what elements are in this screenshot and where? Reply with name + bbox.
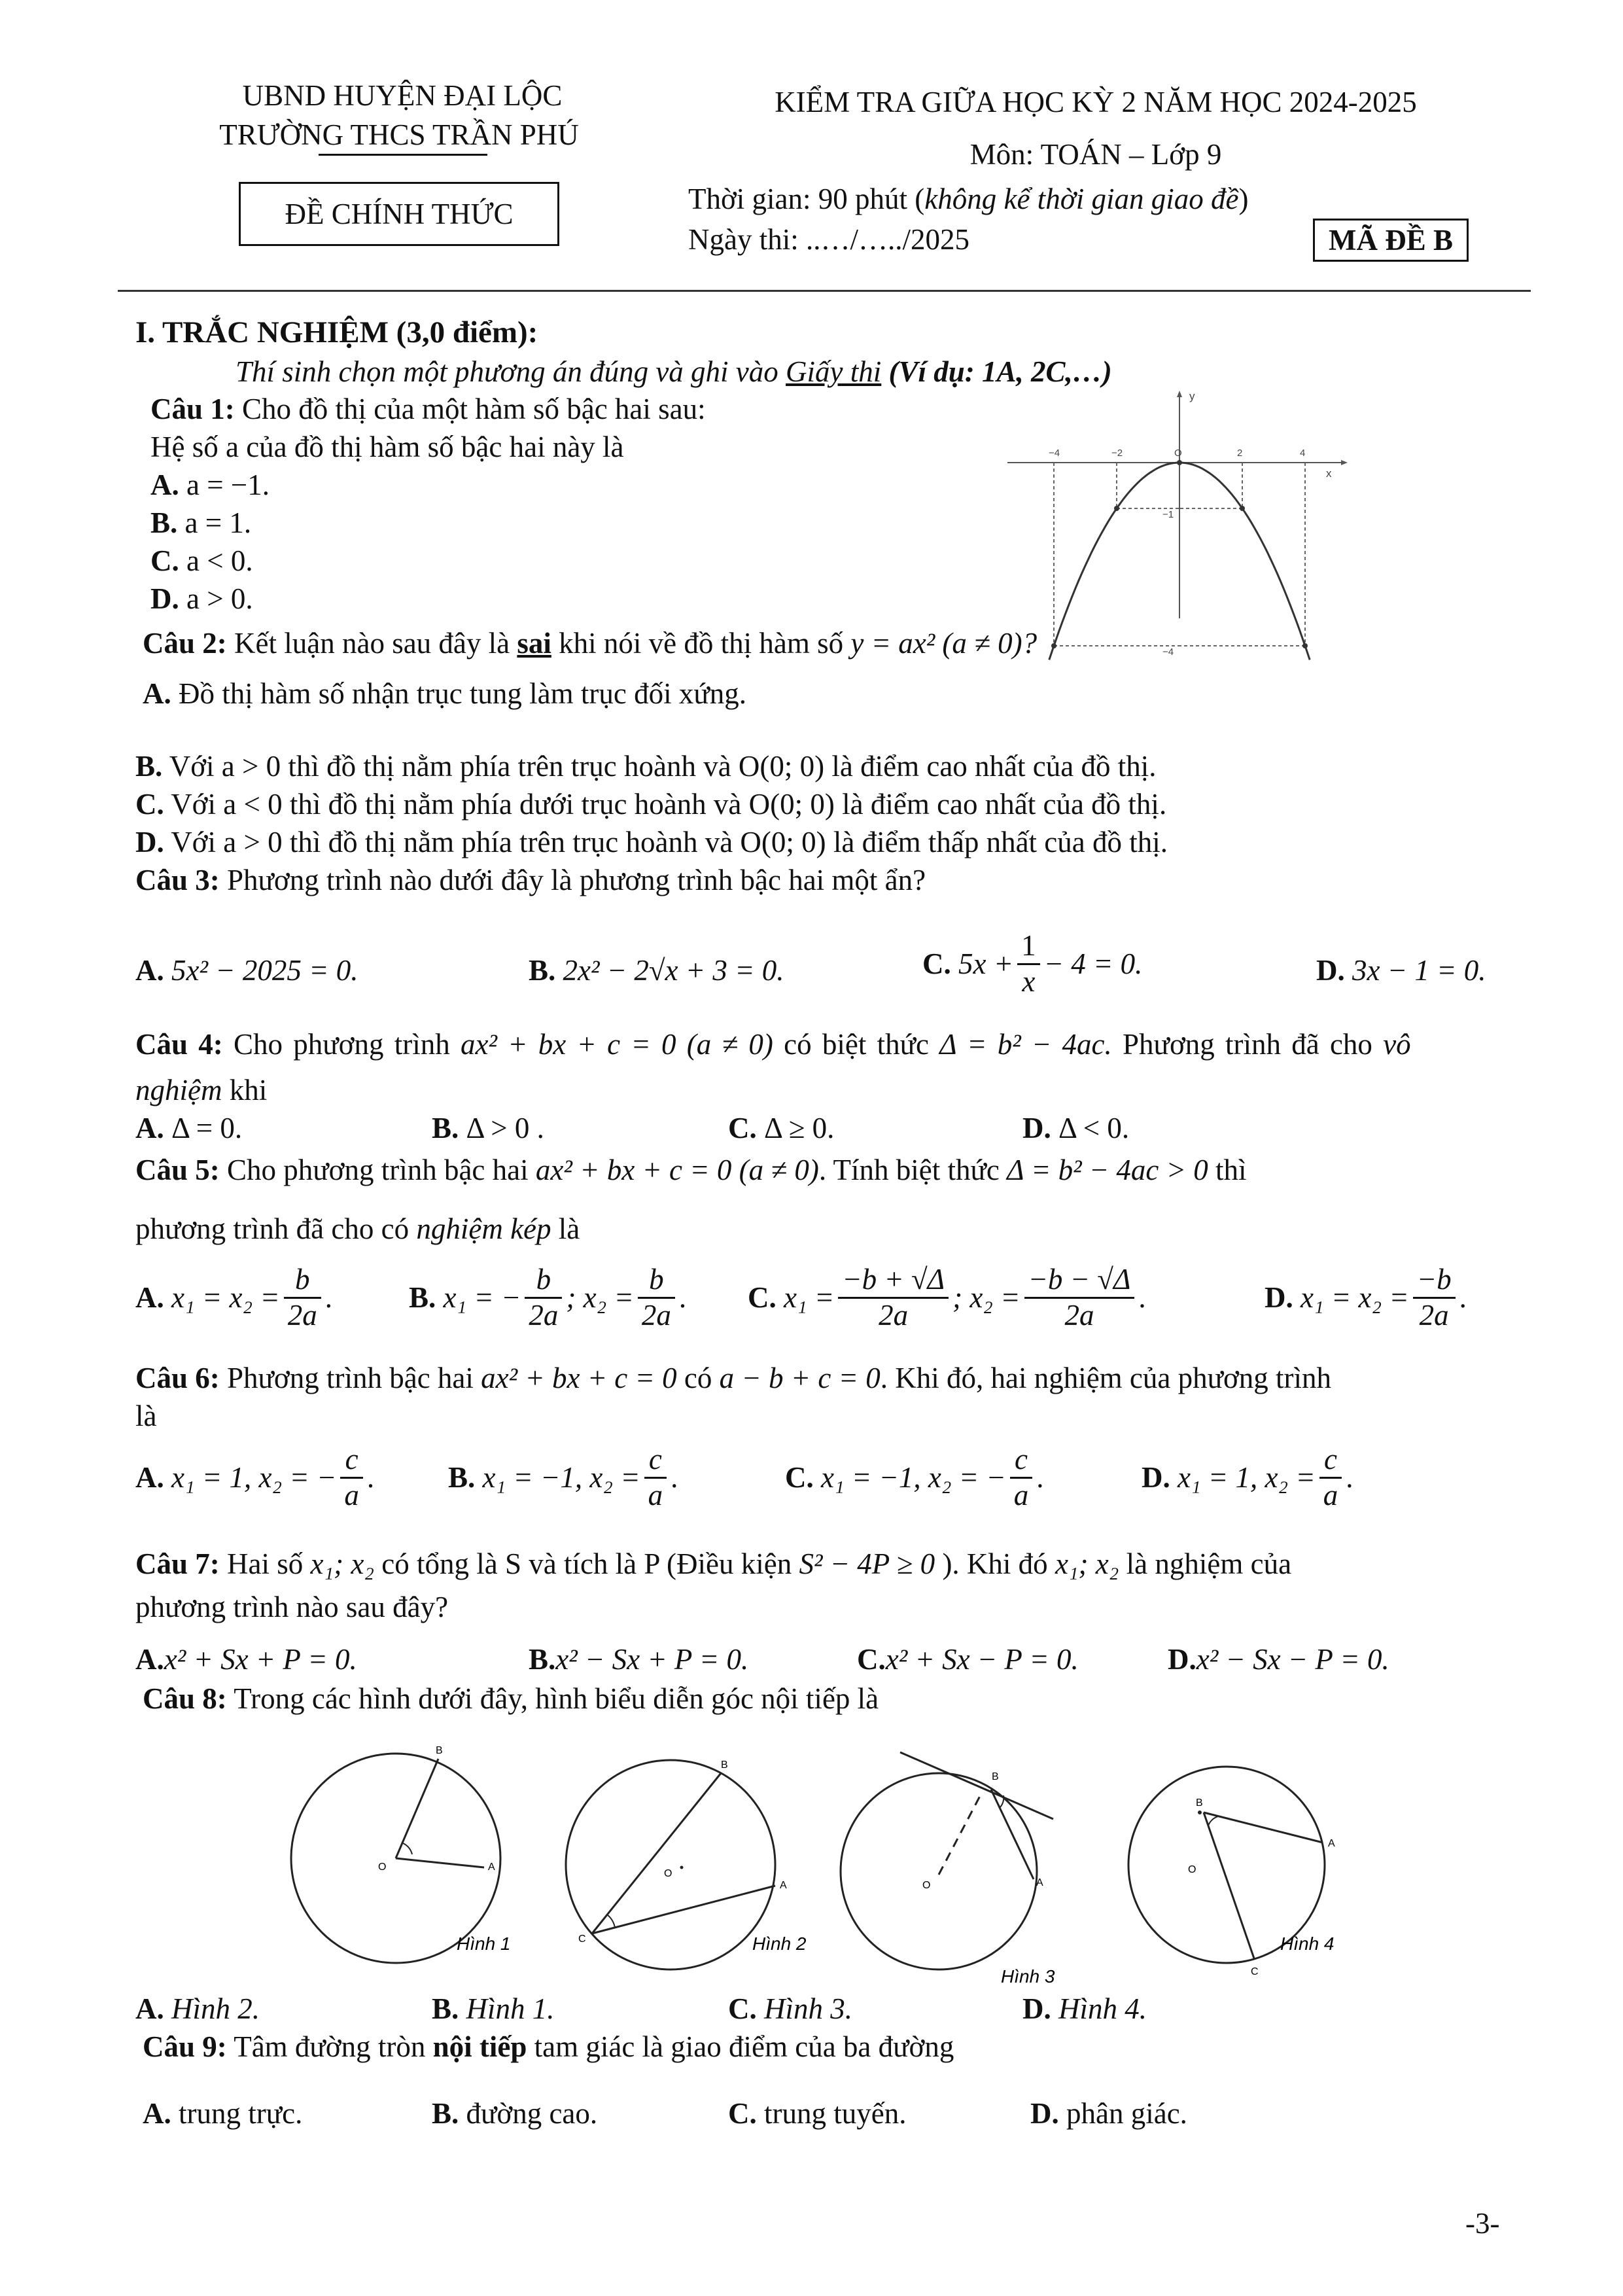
q1-option-a: A. a = −1. (150, 468, 270, 501)
q2-option-c: C. Với a < 0 thì đồ thị nằm phía dưới trục hoành và O(0; 0) là điểm cao nhất của đồ thị. (135, 788, 1167, 821)
q7-option-c: C.x² + Sx − P = 0. (857, 1643, 1079, 1676)
q9-option-b: B. đường cao. (432, 2097, 598, 2130)
q6-option-a: A. x₁ = 1, x₂ = − $\frac{c}{a}$ . (135, 1443, 375, 1511)
q3-option-c: C. 5x + $\frac{1}{x}$ − 4 = 0. (922, 929, 1143, 998)
q4-stem-line2: nghiệm khi (135, 1074, 268, 1106)
graph-point (1051, 643, 1056, 648)
q3-option-d: D. 3x − 1 = 0. (1316, 954, 1486, 987)
q7-option-b: B.x² − Sx + P = 0. (529, 1643, 749, 1676)
q7-option-a: A.x² + Sx + P = 0. (135, 1643, 357, 1676)
graph-x-tick-label: −4 (1049, 448, 1060, 459)
q7-stem-line2: phương trình nào sau đây? (135, 1591, 449, 1623)
q4-option-d: D. Δ < 0. (1022, 1112, 1130, 1144)
q4-option-c: C. Δ ≥ 0. (728, 1112, 835, 1144)
subject-line: Môn: TOÁN – Lớp 9 (969, 138, 1222, 171)
q8-stem: Câu 8: Trong các hình dưới đây, hình biểu diễn góc nội tiếp là (143, 1682, 879, 1715)
q1-stem-line2: Hệ số a của đồ thị hàm số bậc hai này là (150, 431, 624, 463)
q1-option-d: D. a > 0. (150, 582, 253, 615)
figure-3 (841, 1752, 1055, 1987)
graph-x-tick-label: −2 (1111, 448, 1123, 459)
q6-stem: Câu 6: Phương trình bậc hai ax² + bx + c = 0 có a − b + c = 0. Khi đó, hai nghiệm của phương trình (135, 1362, 1332, 1394)
q9-option-c: C. trung tuyến. (728, 2097, 907, 2130)
parabola-graph (1001, 389, 1354, 658)
svg-text:B: B (436, 1745, 443, 1756)
svg-text:A: A (1328, 1838, 1335, 1849)
school-name: TRƯỜNG THCS TRẦN PHÚ (219, 118, 579, 151)
q5-option-b: B. x₁ = − $\frac{b}{2a}$ ; x₂ = $\frac{b}{2a}$ . (409, 1263, 687, 1332)
q9-stem: Câu 9: Tâm đường tròn nội tiếp tam giác là giao điểm của ba đường (143, 2030, 954, 2063)
official-box: ĐỀ CHÍNH THỨC (239, 182, 559, 246)
q6-option-d: D. x₁ = 1, x₂ = $\frac{c}{a}$ . (1142, 1443, 1353, 1511)
q8-option-a: A. Hình 2. (135, 1992, 260, 2025)
q5-option-a: A. x₁ = x₂ = $\frac{b}{2a}$ . (135, 1263, 332, 1332)
q5-option-d: D. x₁ = x₂ = $\frac{-b}{2a}$ . (1265, 1263, 1467, 1332)
q3-stem: Câu 3: Phương trình nào dưới đây là phương trình bậc hai một ẩn? (135, 864, 926, 896)
exam-code-box: MÃ ĐỀ B (1313, 219, 1469, 262)
graph-point (1302, 643, 1308, 648)
graph-x-tick-label: 2 (1237, 448, 1243, 459)
q2-option-a: A. Đồ thị hàm số nhận trục tung làm trục đối xứng. (143, 677, 747, 710)
graph-point (1114, 506, 1119, 511)
fig1-caption: Hình 1 (457, 1934, 511, 1954)
svg-text:A: A (488, 1862, 495, 1873)
q2-option-b: B. Với a > 0 thì đồ thị nằm phía trên trục hoành và O(0; 0) là điểm cao nhất của đồ thị. (135, 750, 1157, 783)
q7-option-d: D.x² − Sx − P = 0. (1168, 1643, 1389, 1676)
svg-text:A: A (1036, 1877, 1043, 1888)
q8-option-d: D. Hình 4. (1022, 1992, 1147, 2025)
q6-option-c: C. x₁ = −1, x₂ = − $\frac{c}{a}$ . (785, 1443, 1044, 1511)
q1-option-b: B. a = 1. (150, 506, 252, 539)
figure-1 (291, 1745, 511, 1963)
graph-x-tick-label: O (1174, 448, 1182, 459)
figure-2 (566, 1759, 807, 1969)
figure-4 (1128, 1767, 1335, 1977)
circle-figures (281, 1734, 1380, 1989)
district-name: UBND HUYỆN ĐẠI LỘC (242, 79, 563, 112)
graph-point (1177, 460, 1182, 465)
q5-option-c: C. x₁ = $\frac{-b + √\Delta}{2a}$ ; x₂ = $\frac{-b - √\Delta}{2a}$ . (748, 1263, 1146, 1332)
graph-y-tick-label: −4 (1162, 646, 1174, 658)
q9-option-a: A. trung trực. (143, 2097, 303, 2130)
school-underline (319, 154, 487, 156)
svg-text:A: A (780, 1880, 787, 1891)
q5-stem: Câu 5: Cho phương trình bậc hai ax² + bx + c = 0 (a ≠ 0). Tính biệt thức Δ = b² − 4ac > 0 thì (135, 1154, 1247, 1186)
q2-stem: Câu 2: Kết luận nào sau đây là sai khi nói về đồ thị hàm số y = ax² (a ≠ 0)? (143, 627, 1038, 660)
graph-point (1240, 506, 1245, 511)
q6-stem-line2: là (135, 1400, 157, 1432)
graph-x-label: x (1326, 467, 1332, 480)
q3-option-a: A. 5x² − 2025 = 0. (135, 954, 358, 987)
q8-option-b: B. Hình 1. (432, 1992, 555, 2025)
exam-date: Ngày thi: ..…/…../2025 (688, 223, 969, 256)
q9-option-d: D. phân giác. (1030, 2097, 1187, 2130)
svg-text:O: O (378, 1862, 387, 1873)
svg-text:C: C (1251, 1966, 1259, 1977)
page-number: -3- (1465, 2207, 1500, 2240)
section-instruction: Thí sinh chọn một phương án đúng và ghi vào Giấy thi (Ví dụ: 1A, 2C,…) (236, 355, 1112, 388)
svg-text:C: C (578, 1934, 586, 1945)
q5-stem-line2: phương trình đã cho có nghiệm kép là (135, 1212, 580, 1245)
q1-option-c: C. a < 0. (150, 544, 253, 577)
q7-stem: Câu 7: Hai số x₁; x₂ có tổng là S và tích là P (Điều kiện S² − 4P ≥ 0 ). Khi đó x₁; x₂ là nghiệm của (135, 1547, 1292, 1580)
header-divider (118, 290, 1531, 292)
q4-option-a: A. Δ = 0. (135, 1112, 243, 1144)
q3-option-b: B. 2x² − 2√x + 3 = 0. (529, 954, 784, 987)
svg-text:O: O (1188, 1864, 1196, 1875)
q6-option-b: B. x₁ = −1, x₂ = $\frac{c}{a}$ . (448, 1443, 678, 1511)
exam-title: KIỂM TRA GIỮA HỌC KỲ 2 NĂM HỌC 2024-2025 (775, 86, 1417, 118)
svg-text:B: B (1196, 1797, 1203, 1809)
section-title: I. TRẮC NGHIỆM (3,0 điểm): (135, 315, 538, 349)
q8-option-c: C. Hình 3. (728, 1992, 852, 2025)
fig3-caption: Hình 3 (1001, 1966, 1055, 1987)
svg-text:B: B (721, 1759, 728, 1771)
time-line: Thời gian: 90 phút (không kể thời gian giao đề) (688, 183, 1249, 215)
graph-x-tick-label: 4 (1300, 448, 1306, 459)
q4-option-b: B. Δ > 0 . (432, 1112, 544, 1144)
q2-option-d: D. Với a > 0 thì đồ thị nằm phía trên trục hoành và O(0; 0) là điểm thấp nhất của đồ thị. (135, 826, 1168, 858)
q1-stem: Câu 1: Cho đồ thị của một hàm số bậc hai sau: (150, 393, 706, 425)
svg-text:O: O (922, 1880, 931, 1891)
q4-stem: Câu 4: Cho phương trình ax² + bx + c = 0 (a ≠ 0) có biệt thức Δ = b² − 4ac. Phương trình đã cho vô (135, 1028, 1411, 1061)
graph-y-label: y (1189, 390, 1195, 402)
svg-text:B: B (992, 1771, 999, 1782)
svg-text:O: O (664, 1868, 672, 1879)
fig2-caption: Hình 2 (752, 1934, 807, 1954)
fig4-caption: Hình 4 (1280, 1934, 1335, 1954)
graph-y-tick-label: −1 (1162, 509, 1174, 520)
